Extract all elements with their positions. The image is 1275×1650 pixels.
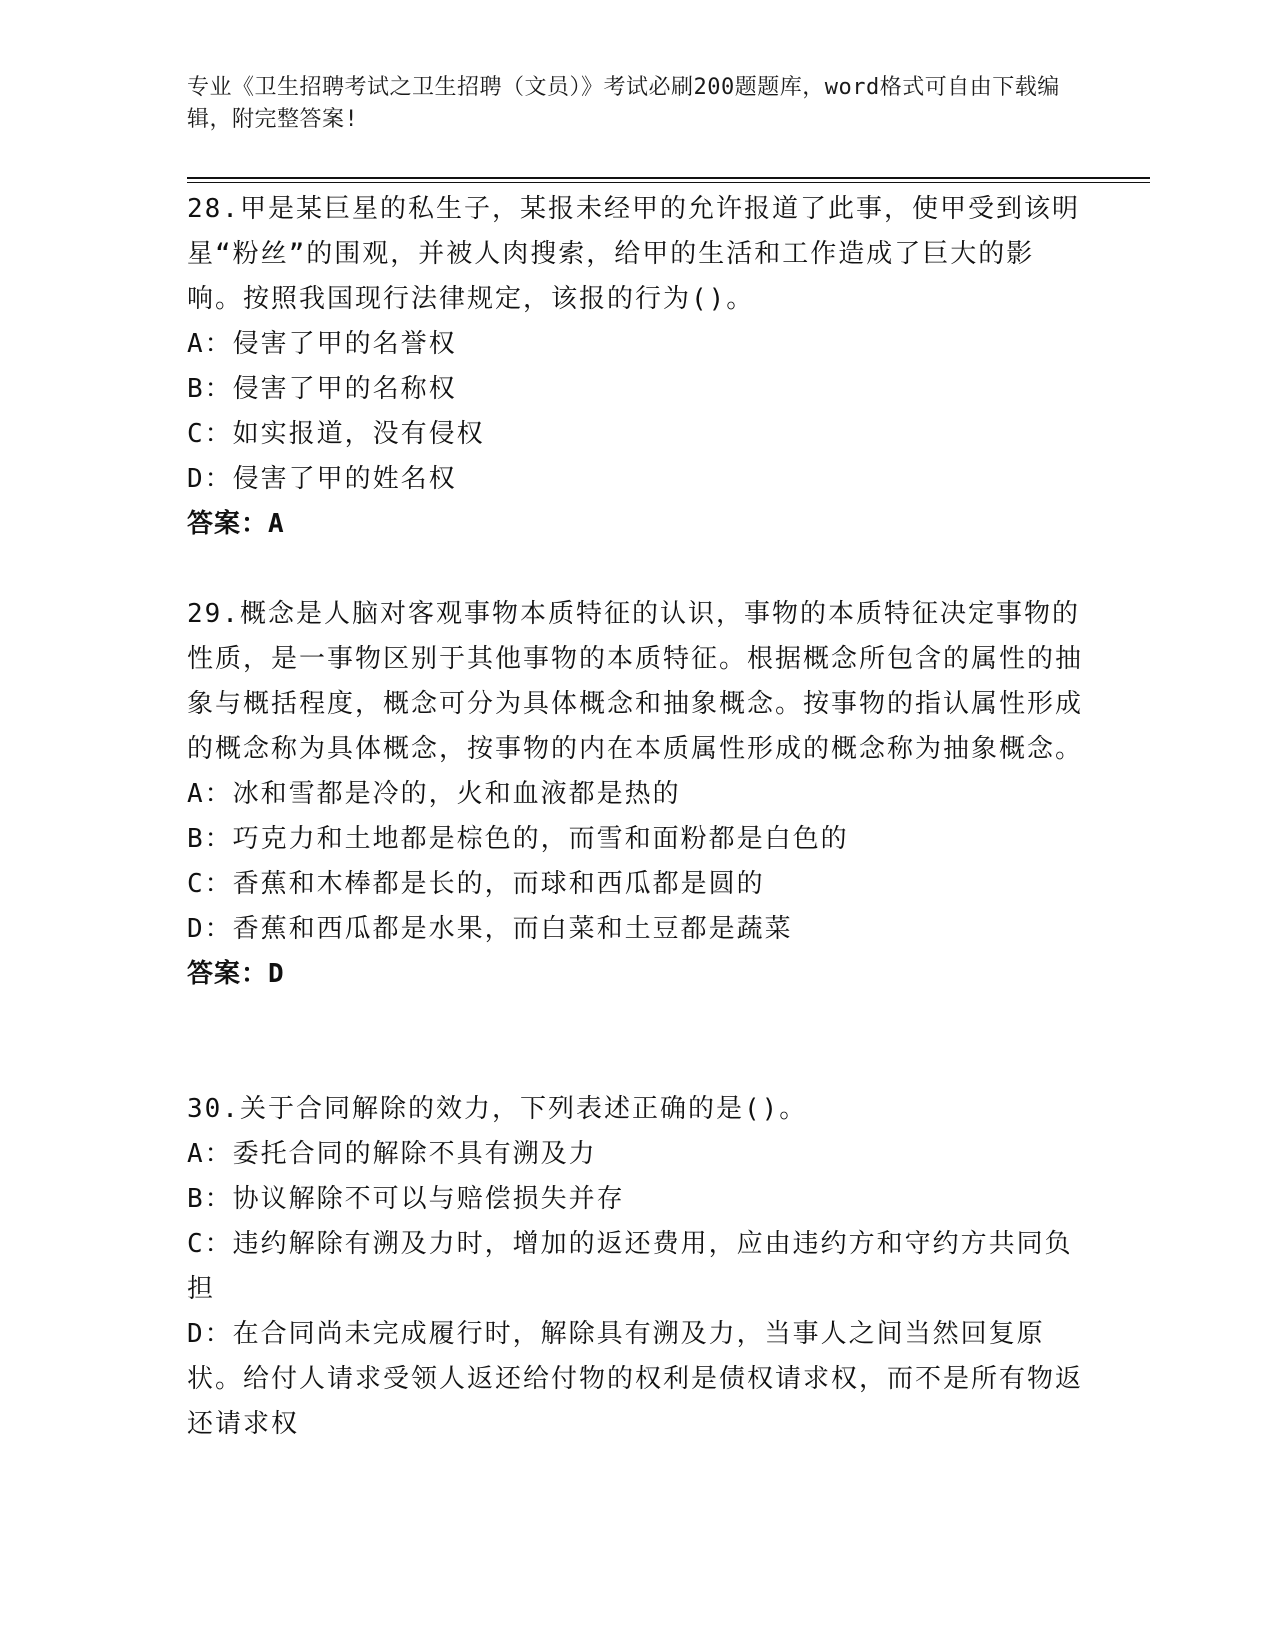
option-a: A：委托合同的解除不具有溯及力 — [187, 1139, 597, 1169]
question-30 — [187, 1087, 1087, 1447]
question-text: 30.关于合同解除的效力，下列表述正确的是()。 — [187, 1094, 808, 1124]
option-c: C：香蕉和木棒都是长的，而球和西瓜都是圆的 — [187, 869, 765, 899]
option-b: B：侵害了甲的名称权 — [187, 374, 457, 404]
answer-label: 答案：D — [187, 959, 285, 989]
question-28 — [187, 187, 1087, 547]
header-divider-thin — [187, 182, 1150, 183]
option-c: C：如实报道，没有侵权 — [187, 419, 485, 449]
question-29 — [187, 592, 1087, 997]
option-a: A：冰和雪都是冷的，火和血液都是热的 — [187, 779, 681, 809]
option-b: B：巧克力和土地都是棕色的，而雪和面粉都是白色的 — [187, 824, 849, 854]
option-b: B：协议解除不可以与赔偿损失并存 — [187, 1184, 625, 1214]
answer-label: 答案：A — [187, 509, 285, 539]
header-divider-thick — [187, 177, 1150, 179]
document-header: 专业《卫生招聘考试之卫生招聘（文员）》考试必刷200题题库，word格式可自由下载编辑，附完整答案! — [187, 75, 1060, 132]
option-a: A：侵害了甲的名誉权 — [187, 329, 457, 359]
option-c: C：违约解除有溯及力时，增加的返还费用，应由违约方和守约方共同负担 — [187, 1229, 1073, 1304]
option-d: D：在合同尚未完成履行时，解除具有溯及力，当事人之间当然回复原状。给付人请求受领人返还给付物的权利是债权请求权，而不是所有物返还请求权 — [187, 1319, 1084, 1439]
option-d: D：香蕉和西瓜都是水果，而白菜和土豆都是蔬菜 — [187, 914, 793, 944]
question-text: 28.甲是某巨星的私生子，某报未经甲的允许报道了此事，使甲受到该明星“粉丝”的围观，并被人肉搜索，给甲的生活和工作造成了巨大的影响。按照我国现行法律规定，该报的行为()。 — [187, 194, 1080, 314]
option-d: D：侵害了甲的姓名权 — [187, 464, 457, 494]
question-text: 29.概念是人脑对客观事物本质特征的认识，事物的本质特征决定事物的性质，是一事物区别于其他事物的本质特征。根据概念所包含的属性的抽象与概括程度，概念可分为具体概念和抽象概念。按事物的指认属性形成的概念称为具体概念，按事物的内在本质属性形成的概念称为抽象概念。 — [187, 599, 1084, 764]
